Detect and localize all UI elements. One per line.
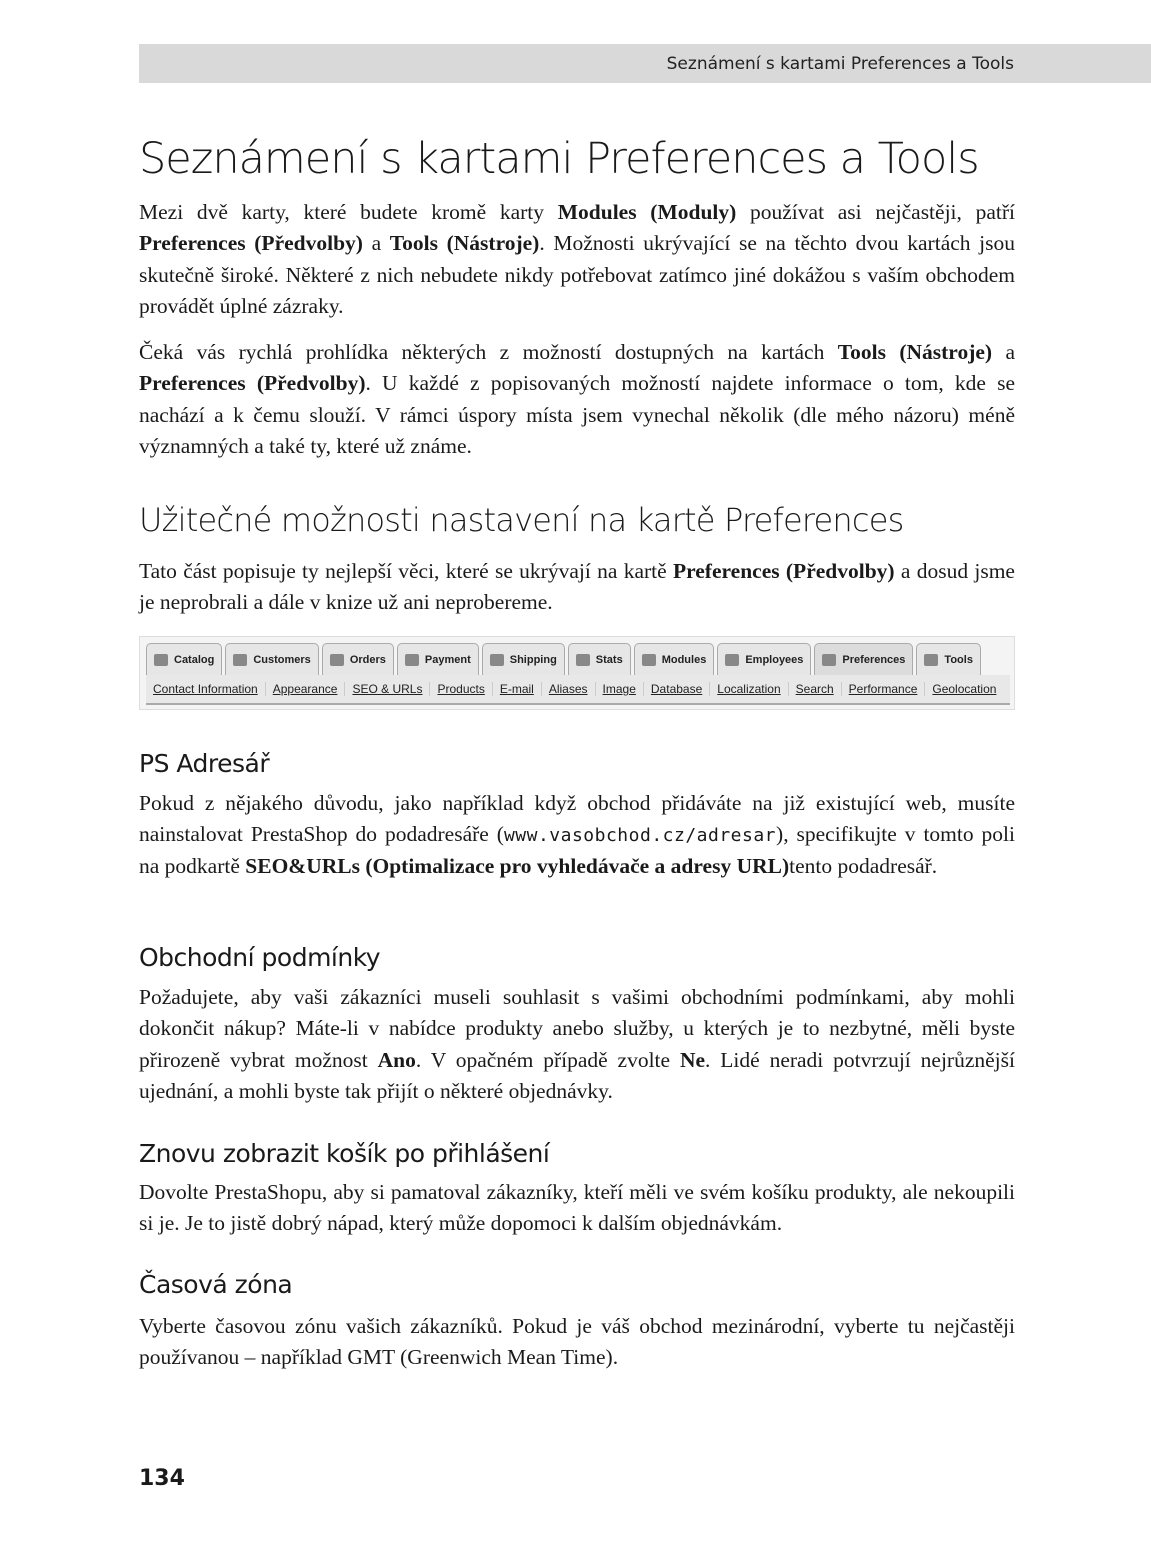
sub1 (139, 748, 1015, 882)
intro-p2-block (139, 337, 1015, 463)
text: . Lidé neradi potvrzují nejrůznější ujednání, a mohli byste tak přijít o některé objednávky. (139, 1047, 1015, 1104)
intro-p1-block (139, 197, 1015, 323)
bold-term: Tools (Nástroje) (389, 231, 540, 256)
tab-shipping[interactable] (482, 643, 565, 675)
text: Pokud z nějakého důvodu, jako například když obchod přidáváte na již existující web, musíte nainstalovat PrestaShop do podadresáře ( (139, 791, 1015, 847)
text: . U každé z popisovaných možností najdete informace o tom, kde se nachází a k čemu slouží. V rámci úspory místa jsem vynechal několik (dle mého názoru) méně významných a také ty, které už známe. (139, 371, 1015, 459)
subtab-link[interactable]: Database (644, 682, 710, 696)
section-heading: Užitečné možnosti nastavení na kartě Preferences (139, 501, 904, 539)
subtab-link[interactable]: Performance (842, 682, 926, 696)
subtab-link[interactable]: Aliases (542, 682, 596, 696)
bold-term: Tools (Nástroje) (837, 340, 993, 364)
text: Mezi dvě karty, které budete kromě karty (139, 200, 558, 224)
tab-label: Orders (349, 653, 386, 666)
tab-employees[interactable] (717, 643, 811, 675)
tab-label: Catalog (174, 653, 215, 666)
bold-term: Preferences (Předvolby) (139, 371, 366, 396)
employees-icon (725, 654, 739, 666)
bold-term: Ano (377, 1047, 416, 1072)
text: tento podadresář. (789, 853, 938, 878)
inline-code: www.vasobchod.cz/adresar (503, 825, 777, 847)
text: používat asi nejčastěji, patří (736, 200, 1016, 224)
tab-preferences[interactable] (814, 643, 913, 675)
tab-tools[interactable] (916, 643, 981, 675)
tab-label: Modules (661, 653, 707, 666)
subtab-link[interactable]: SEO & URLs (345, 682, 430, 696)
intro-paragraph-1 (139, 197, 1015, 323)
intro-paragraph-2 (139, 337, 1015, 463)
page-title-block (139, 134, 1015, 184)
subsection-paragraph: Vyberte časovou zónu vašich zákazníků. Pokud je váš obchod mezinárodní, vyberte tu nejčastěji používanou – například GMT (Greenwich Mean Time). (139, 1314, 1015, 1370)
subtab-link[interactable]: Contact Information (146, 682, 266, 696)
tab-stats[interactable] (568, 643, 631, 675)
subtabs-bar (146, 675, 1010, 705)
tab-label: Tools (944, 653, 973, 666)
catalog-icon (154, 654, 168, 666)
bold-term: SEO&URLs (Optimalizace pro vyhledávače a adresy URL) (245, 853, 790, 878)
prestashop-tabs-screenshot (139, 636, 1015, 710)
tab-payment[interactable] (397, 643, 479, 675)
text: a (992, 340, 1016, 364)
subtab-link[interactable]: E-mail (493, 682, 542, 696)
subsection-paragraph (139, 788, 1015, 882)
section-paragraph (139, 556, 1015, 619)
tab-label: Stats (595, 653, 623, 666)
page-number: 134 (139, 1466, 185, 1491)
tools-icon (924, 654, 938, 666)
section-heading-block (139, 500, 1015, 540)
subtab-link[interactable]: Localization (710, 682, 788, 696)
bold-term: Preferences (Předvolby) (139, 231, 363, 256)
tab-catalog[interactable] (146, 643, 222, 675)
main-tabs (146, 643, 981, 675)
subsection-heading: Obchodní podmínky (139, 943, 381, 972)
text: Čeká vás rychlá prohlídka některých z možností dostupných na kartách (139, 340, 838, 364)
customers-icon (233, 654, 247, 666)
subsection-paragraph: Dovolte PrestaShopu, aby si pamatoval zákazníky, kteří měli ve svém košíku produkty, ale nekoupili si je. Je to jistě dobrý nápad, který může dopomoci k dalším objednávkám. (139, 1180, 1015, 1236)
subtab-link[interactable]: Image (596, 682, 644, 696)
tab-label: Payment (424, 653, 471, 666)
text: . Možnosti ukrývající se na těchto dvou kartách jsou skutečně široké. Některé z nich nebudete nikdy potřebovat zatímco jiné dokážou s vaším obchodem provádět úplné zázraky. (139, 231, 1015, 319)
subtab-link[interactable]: Products (430, 682, 492, 696)
subtab-link[interactable]: Appearance (266, 682, 346, 696)
subsection-paragraph (139, 982, 1015, 1108)
sub2 (139, 942, 1015, 1108)
text: Tato část popisuje ty nejlepší věci, které se ukrývají na kartě (139, 559, 673, 583)
tab-label: Preferences (842, 653, 906, 666)
stats-icon (576, 654, 590, 666)
preferences-icon (822, 654, 836, 666)
orders-icon (330, 654, 344, 666)
modules-icon (642, 654, 656, 666)
sub3 (139, 1138, 1015, 1240)
tab-label: Shipping (509, 653, 557, 666)
text: a (362, 231, 390, 256)
payment-icon (405, 654, 419, 666)
tab-modules[interactable] (634, 643, 715, 675)
shipping-icon (490, 654, 504, 666)
running-header-text: Seznámení s kartami Preferences a Tools (666, 54, 1014, 74)
subtab-link[interactable]: Search (789, 682, 842, 696)
sub4 (139, 1269, 1015, 1374)
tab-orders[interactable] (322, 643, 394, 675)
tab-label: Employees (745, 653, 804, 666)
subsection-heading: Znovu zobrazit košík po přihlášení (139, 1139, 550, 1168)
bold-term: Ne (679, 1047, 706, 1072)
subtab-link[interactable]: Geolocation (932, 682, 997, 696)
bold-term: Preferences (Předvolby) (672, 559, 895, 583)
subsection-heading: PS Adresář (139, 749, 270, 778)
text: . V opačném případě zvolte (415, 1047, 680, 1072)
page-title: Seznámení s kartami Preferences a Tools (139, 134, 979, 184)
bold-term: Modules (Moduly) (557, 200, 737, 224)
tab-customers[interactable] (225, 643, 318, 675)
text: ), specifikujte v tomto poli na podkartě (139, 822, 1016, 878)
section-p-block (139, 556, 1015, 619)
running-header (139, 44, 1151, 83)
subsection-heading: Časová zóna (139, 1270, 293, 1299)
text: Požadujete, aby vaši zákazníci museli souhlasit s vašimi obchodními podmínkami, aby mohli dokončit nákup? Máte-li v nabídce produkty anebo služby, u kterých je to nezbytné, měli byste přirozeně vybrat možnost (139, 985, 1015, 1072)
text: a dosud jsme je neprobrali a dále v knize už ani neprobereme. (139, 559, 1015, 615)
tab-label: Customers (253, 653, 311, 666)
